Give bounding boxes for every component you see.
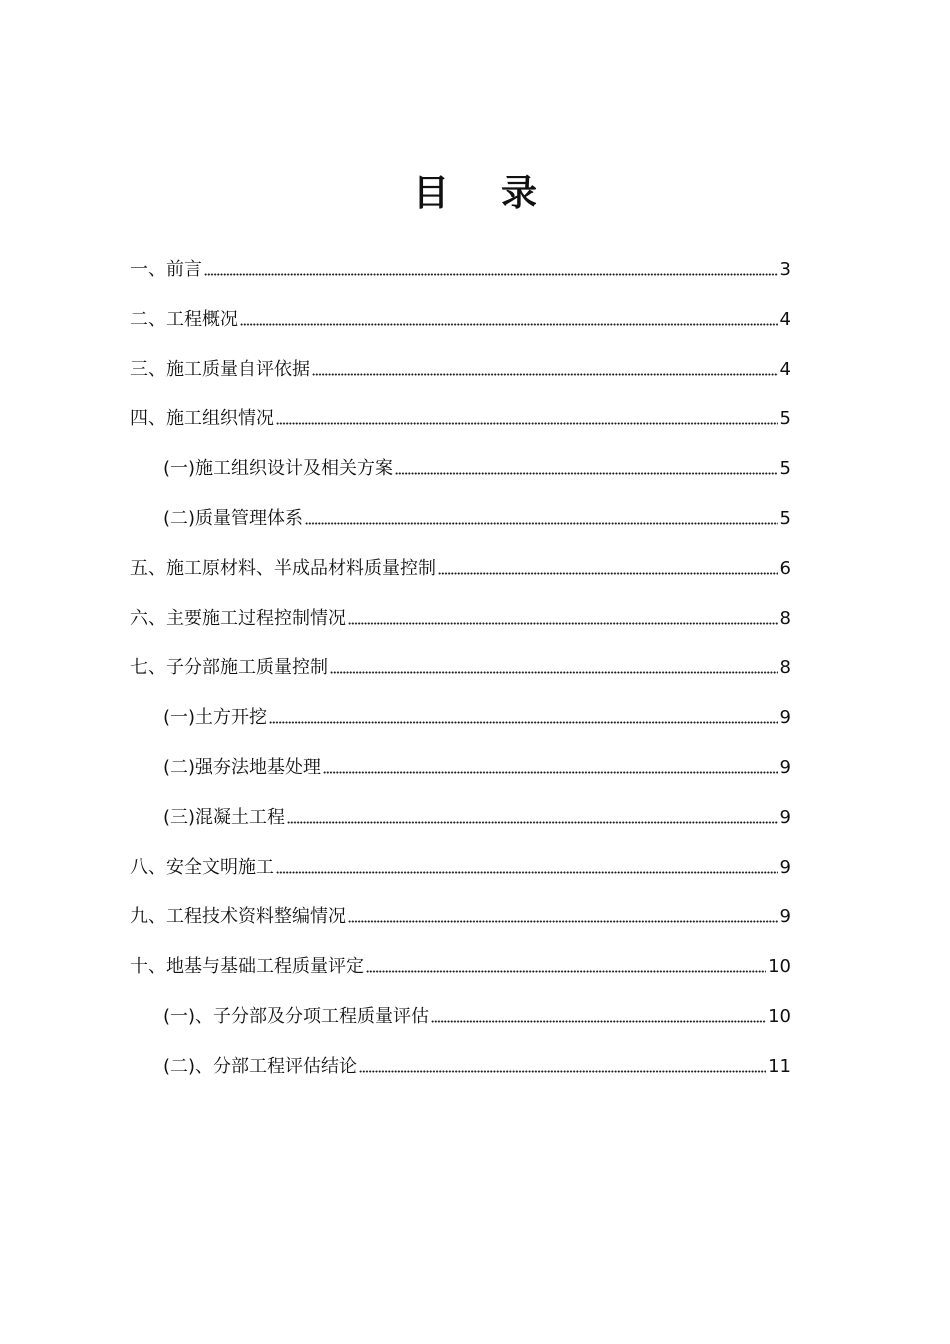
toc-entry-label: (一)施工组织设计及相关方案 — [163, 458, 394, 479]
toc-entry-page: 10 — [768, 956, 791, 977]
toc-entry-label: 六、主要施工过程控制情况 — [130, 608, 346, 629]
toc-entry-label: 一、前言 — [130, 259, 202, 280]
toc-entry-label: (一)、子分部及分项工程质量评估 — [163, 1006, 430, 1027]
toc-entry-page: 4 — [779, 309, 791, 330]
toc-entry[interactable] — [130, 257, 791, 283]
toc-entry-page: 10 — [768, 1006, 791, 1027]
toc-entry-page: 5 — [779, 508, 791, 529]
toc-dot-leader — [330, 669, 778, 675]
toc-dot-leader — [359, 1068, 766, 1074]
toc-entry-label: 七、子分部施工质量控制 — [130, 657, 328, 678]
toc-entry-page: 9 — [779, 707, 791, 728]
toc-dot-leader — [366, 968, 766, 974]
toc-dot-leader — [312, 371, 778, 377]
toc-entry-page: 3 — [779, 259, 791, 280]
toc-entry-label: 九、工程技术资料整编情况 — [130, 906, 346, 927]
toc-dot-leader — [276, 869, 778, 875]
toc-entry-page: 8 — [779, 608, 791, 629]
toc-entry-page: 9 — [779, 906, 791, 927]
toc-dot-leader — [287, 819, 778, 825]
toc-dot-leader — [240, 321, 778, 327]
toc-entry-page: 8 — [779, 657, 791, 678]
toc-dot-leader — [431, 1018, 766, 1024]
toc-entry-page: 9 — [779, 807, 791, 828]
toc-entry-label: 十、地基与基础工程质量评定 — [130, 956, 364, 977]
toc-dot-leader — [269, 719, 778, 725]
toc-entry-label: 二、工程概况 — [130, 309, 238, 330]
toc-entry-label: 四、施工组织情况 — [130, 408, 274, 429]
toc-entry[interactable] — [130, 655, 791, 681]
toc-entry-page: 9 — [779, 757, 791, 778]
toc-entry[interactable] — [130, 307, 791, 333]
toc-entry-label: 五、施工原材料、半成品材料质量控制 — [130, 558, 436, 579]
page-title-char-1: 目 — [412, 173, 449, 214]
toc-entry-page: 4 — [779, 359, 791, 380]
toc-entry-label: 八、安全文明施工 — [130, 857, 274, 878]
toc-dot-leader — [395, 470, 778, 476]
toc-entry[interactable] — [163, 705, 791, 731]
toc-dot-leader — [305, 520, 778, 526]
toc-dot-leader — [348, 620, 778, 626]
toc-entry-label: 三、施工质量自评依据 — [130, 359, 310, 380]
toc-entry[interactable] — [163, 755, 791, 781]
toc-dot-leader — [204, 271, 778, 277]
toc-entry-page: 9 — [779, 857, 791, 878]
toc-entry-label: (二)质量管理体系 — [163, 508, 304, 529]
page-title-char-2: 录 — [501, 173, 538, 214]
toc-entry[interactable] — [163, 1004, 791, 1030]
toc-entry[interactable] — [130, 855, 791, 881]
toc-entry-label: (二)、分部工程评估结论 — [163, 1056, 358, 1077]
toc-entry-page: 11 — [768, 1056, 791, 1077]
toc-dot-leader — [348, 918, 778, 924]
toc-entry-page: 6 — [779, 558, 791, 579]
toc-entry[interactable] — [163, 805, 791, 831]
toc-entry-label: (一)土方开挖 — [163, 707, 268, 728]
toc-entry-page: 5 — [779, 408, 791, 429]
toc-dot-leader — [276, 420, 778, 426]
toc-entry[interactable] — [163, 506, 791, 532]
toc-entry[interactable] — [130, 606, 791, 632]
toc-entry[interactable] — [130, 357, 791, 383]
toc-entry[interactable] — [130, 406, 791, 432]
toc-entry[interactable] — [130, 954, 791, 980]
toc-entry[interactable] — [163, 456, 791, 482]
toc-entry[interactable] — [163, 1054, 791, 1080]
toc-entry-page: 5 — [779, 458, 791, 479]
toc-dot-leader — [438, 570, 778, 576]
toc-entry[interactable] — [130, 904, 791, 930]
toc-entry[interactable] — [130, 556, 791, 582]
toc-entry-label: (三)混凝土工程 — [163, 807, 286, 828]
toc-entry-label: (二)强夯法地基处理 — [163, 757, 322, 778]
toc-dot-leader — [323, 769, 778, 775]
